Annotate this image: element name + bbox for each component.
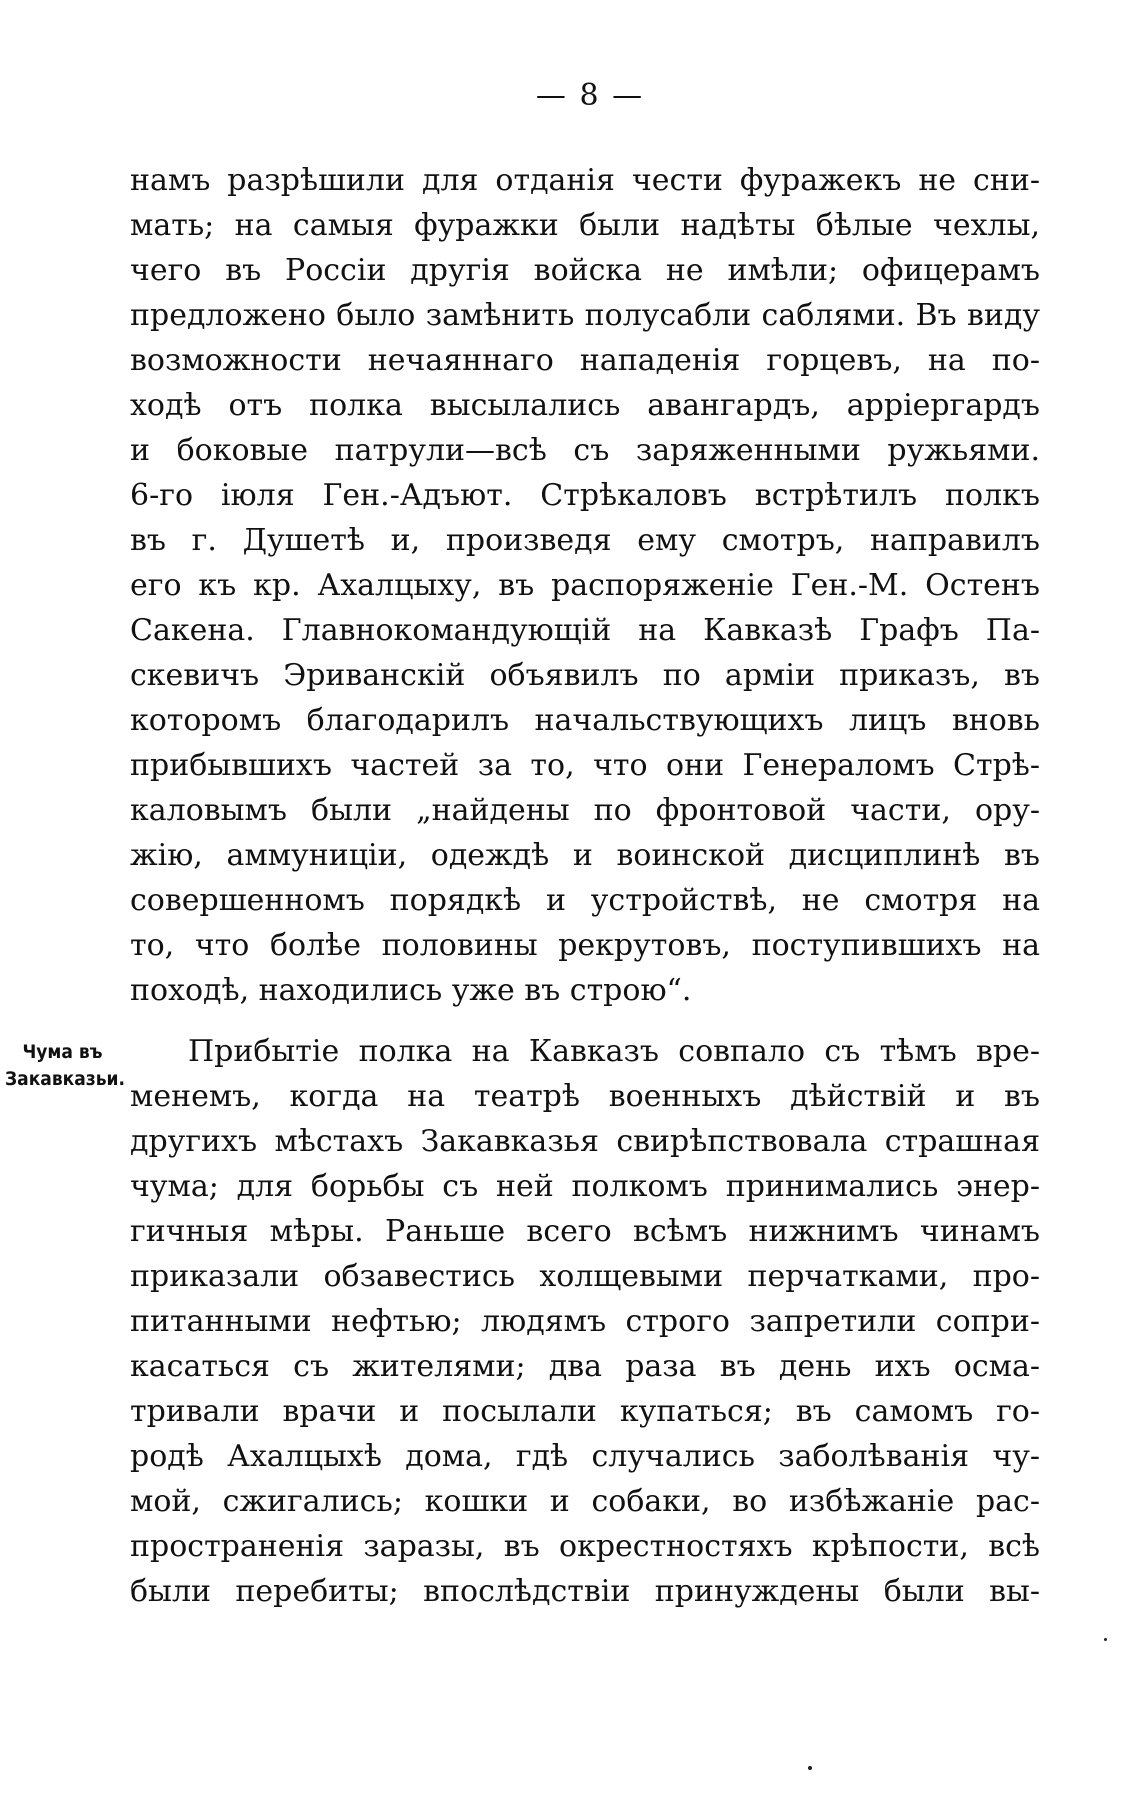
text-line: и боковые патрули—всѣ съ заряженными ружьями. [130,433,1040,468]
text-line: чего въ Россіи другія войска не имѣли; офицерамъ [130,253,1040,288]
text-line: Сакена. Главнокомандующій на Кавказѣ Графъ Па- [130,613,1040,648]
text-line: другихъ мѣстахъ Закавказья свирѣпствовала страшная [130,1124,1040,1159]
print-speck [808,1766,812,1770]
margin-note-line: Закавказьи. [5,1068,125,1090]
paragraph-1 [130,158,1040,1013]
text-line: скевичъ Эриванскій объявилъ по арміи приказъ, въ [130,658,1040,693]
text-line: родѣ Ахалцыхѣ дома, гдѣ случались заболѣванія чу- [130,1439,1040,1474]
paragraph-2 [130,1029,1040,1614]
text-line: каловымъ были „найдены по фронтовой части, ору- [130,793,1040,828]
text-line: были перебиты; впослѣдствіи принуждены были вы- [130,1574,1040,1609]
text-line: намъ разрѣшили для отданія чести фуражекъ не сни- [130,163,1040,198]
text-line: касаться съ жителями; два раза въ день ихъ осма- [130,1349,1040,1384]
text-line: предложено было замѣнить полусабли саблями. Въ виду [130,298,1040,333]
text-line: походѣ, находились уже въ строю“. [130,973,692,1008]
margin-note-line: Чума въ [22,1041,103,1063]
text-line: Прибытіе полка на Кавказъ совпало съ тѣмъ вре- [188,1034,1040,1069]
margin-note [0,1039,125,1093]
page-number: — 8 — [535,78,645,113]
text-line: тривали врачи и посылали купаться; въ самомъ го- [130,1394,1040,1429]
text-line: чума; для борьбы съ ней полкомъ принимались энер- [130,1169,1040,1204]
text-line: жію, аммуниціи, одеждѣ и воинской дисциплинѣ въ [130,838,1040,873]
print-speck [1104,1638,1107,1641]
text-line: въ г. Душетѣ и, произведя ему смотръ, направилъ [130,523,1040,558]
text-line: совершенномъ порядкѣ и устройствѣ, не смотря на [130,883,1040,918]
text-line: возможности нечаяннаго нападенія горцевъ, на по- [130,343,1040,378]
text-line: его къ кр. Ахалцыху, въ распоряженіе Ген.-М. Остенъ [130,568,1040,603]
text-line: менемъ, когда на театрѣ военныхъ дѣйствій и въ [130,1079,1040,1114]
text-line: мать; на самыя фуражки были надѣты бѣлые чехлы, [130,208,1040,243]
text-line: ходѣ отъ полка высылались авангардъ, арріергардъ [130,388,1040,423]
text-line: питанными нефтью; людямъ строго запретили сопри- [130,1304,1040,1339]
text-line: приказали обзавестись холщевыми перчатками, про- [130,1259,1040,1294]
text-line: гичныя мѣры. Раньше всего всѣмъ нижнимъ чинамъ [130,1214,1040,1249]
text-line: 6-го іюля Ген.-Адъют. Стрѣкаловъ встрѣтилъ полкъ [130,478,1040,513]
text-line: которомъ благодарилъ начальствующихъ лицъ вновь [130,703,1040,738]
text-line: мой, сжигались; кошки и собаки, во избѣжаніе рас- [130,1484,1040,1519]
text-line: прибывшихъ частей за то, что они Генераломъ Стрѣ- [130,748,1040,783]
text-line: то, что болѣе половины рекрутовъ, поступившихъ на [130,928,1040,963]
text-line: пространенія заразы, въ окрестностяхъ крѣпости, всѣ [130,1529,1040,1564]
